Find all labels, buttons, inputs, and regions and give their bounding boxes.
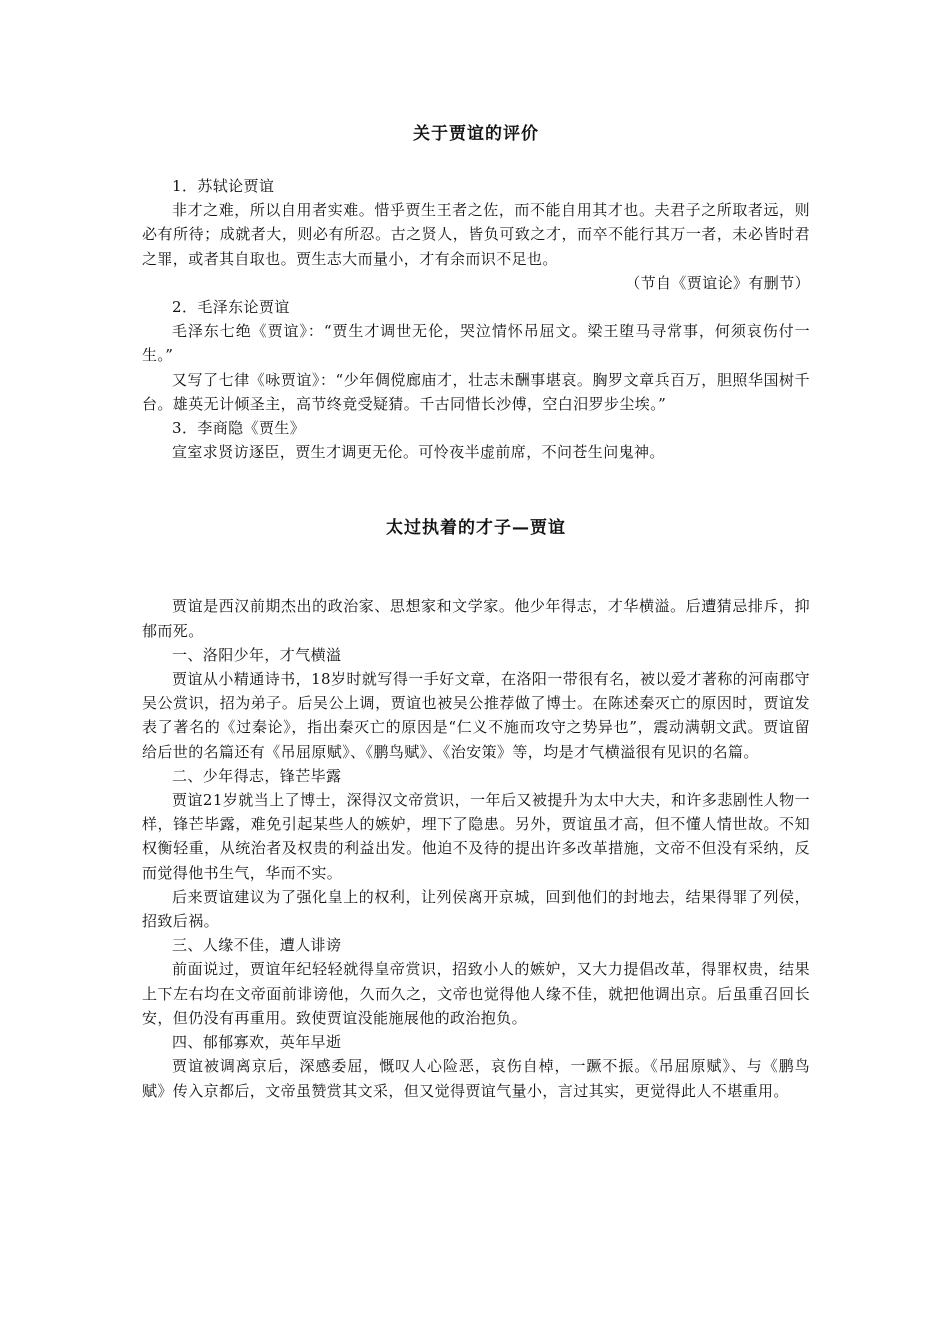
part4-heading: 四、郁郁寡欢，英年早逝 <box>172 1033 342 1052</box>
part1-paragraph: 贾谊从小精通诗书，18岁时就写得一手好文章，在洛阳一带很有名，被以爱才著称的河南郡守吴公赏识，招为弟子。后吴公上调，贾谊也被吴公推荐做了博士。在陈述秦灭亡的原因时，贾谊发表了著名的《过秦论》，指出秦灭亡的原因是“仁义不施而攻守之势异也”，震动满朝文武。贾谊留给后世的名篇还有《吊屈原赋》、《鹏鸟赋》、《治安策》等，均是才气横溢很有见识的名篇。 <box>142 670 810 761</box>
item3-heading: 3．李商隐《贾生》 <box>172 419 306 438</box>
part4-paragraph: 贾谊被调离京后，深感委屈，慨叹人心险恶，哀伤自棹，一蹶不振。《吊屈原赋》、与《鹏鸟赋》传入京都后，文帝虽赞赏其文采，但又觉得贾谊气量小，言过其实，更觉得此人不堪重用。 <box>142 1057 810 1100</box>
part3-heading: 三、人缘不佳，遭人诽谤 <box>172 936 342 955</box>
part1-heading: 一、洛阳少年，才气横溢 <box>172 645 342 664</box>
section1-body <box>142 174 810 464</box>
part2-heading: 二、少年得志，锋芒毕露 <box>172 766 342 785</box>
section1-title: 关于贾谊的评价 <box>413 124 539 144</box>
item2-text: 毛泽东七绝《贾谊》：“贾生才调世无伦，哭泣情怀吊屈文。梁王堕马寻常事，何须哀伤付一生。” <box>142 322 810 365</box>
section2-body <box>142 594 810 1102</box>
section2-intro: 贾谊是西汉前期杰出的政治家、思想家和文学家。他少年得志，才华横溢。后遭猜忌排斥，抑郁而死。 <box>142 597 810 640</box>
item1-source: （节自《贾谊论》有删节） <box>625 273 810 292</box>
item2-text2: 又写了七律《咏贾谊》：“少年倜傥廊庙才，壮志未酬事堪哀。胸罗文章兵百万，胆照华国树千台。雄英无计倾圣主，高节终竟受疑猜。千古同惜长沙傅，空白汨罗步尘埃。” <box>142 370 810 413</box>
item2-heading: 2．毛泽东论贾谊 <box>172 298 290 317</box>
part2-paragraph: 贾谊21岁就当上了博士，深得汉文帝赏识，一年后又被提升为太中大夫，和许多悲剧性人物一样，锋芒毕露，难免引起某些人的嫉妒，埋下了隐患。另外，贾谊虽才高，但不懂人情世故。不知权衡轻重，从统治者及权贵的利益出发。他迫不及待的提出许多改革措施，文帝不但没有采纳，反而觉得他书生气，华而不实。 <box>142 791 810 882</box>
part2-paragraph: 后来贾谊建议为了强化皇上的权利，让列侯离开京城，回到他们的封地去，结果得罪了列侯，招致后祸。 <box>142 887 810 931</box>
part3-paragraph: 前面说过，贾谊年纪轻轻就得皇帝赏识，招致小人的嫉妒，又大力提倡改革，得罪权贵，结果上下左右均在文帝面前诽谤他，久而久之，文帝也觉得他人缘不佳，就把他调出京。后虽重召回长安，但仍没有再重用。致使贾谊没能施展他的政治抱负。 <box>142 960 810 1027</box>
section2-title: 太过执着的才子—贾谊 <box>386 518 566 539</box>
item1-text: 非才之难，所以自用者实难。惜乎贾生王者之佐，而不能自用其才也。夫君子之所取者远，则必有所待；成就者大，则必有所忍。古之贤人，皆负可致之才，而卒不能行其万一者，未必皆时君之罪，或者其自取也。贾生志大而量小，才有余而识不足也。 <box>142 201 810 268</box>
item3-text: 宣室求贤访逐臣，贾生才调更无伦。可怜夜半虚前席，不问苍生问鬼神。 <box>172 443 665 462</box>
item1-heading: 1．苏轼论贾谊 <box>172 177 275 195</box>
document-content <box>142 120 810 1103</box>
